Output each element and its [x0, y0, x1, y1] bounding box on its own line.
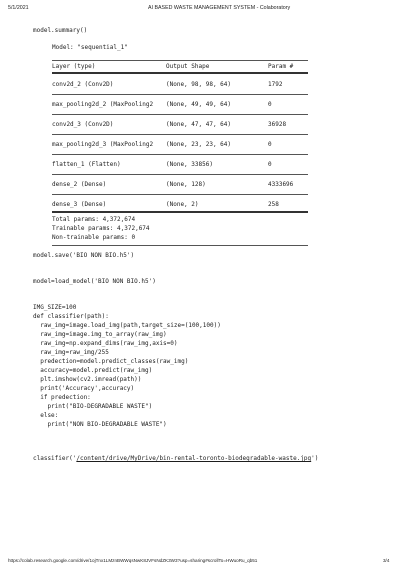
table-row	[52, 79, 308, 90]
col-layer: Layer (type)	[52, 63, 96, 70]
code-line: raw_img=np.expand_dims(raw_img,axis=0)	[33, 340, 178, 347]
layer-shape: (None, 2)	[166, 201, 199, 208]
code-line: print("BIO-DEGRADABLE WASTE")	[33, 403, 153, 410]
classifier-call-code[interactable]	[33, 454, 318, 463]
image-path-link[interactable]: /content/drive/MyDrive/bin-rental-toronto-biodegradable-waste.jpg	[76, 455, 312, 462]
layer-shape: (None, 23, 23, 64)	[166, 141, 232, 148]
col-output-shape: Output Shape	[166, 63, 210, 70]
table-row	[52, 159, 308, 170]
col-params: Param #	[268, 63, 294, 70]
code-line: print("NON BIO-DEGRADABLE WASTE")	[33, 421, 167, 428]
layer-name: dense_3 (Dense)	[52, 201, 107, 208]
trainable-params: Trainable params: 4,372,674	[52, 225, 150, 232]
code-line: print('Accuracy',accuracy)	[33, 385, 135, 392]
layer-params: 1792	[268, 81, 283, 88]
layer-name: flatten_1 (Flatten)	[52, 161, 121, 168]
layer-params: 0	[268, 141, 272, 148]
layer-name: max_pooling2d_2 (MaxPooling2	[52, 101, 154, 108]
call-prefix: classifier('	[33, 455, 77, 462]
page-number: 3/4	[383, 558, 390, 563]
code-line: predection=model.predict_classes(raw_img)	[33, 358, 189, 365]
layer-shape: (None, 33856)	[166, 161, 213, 168]
total-params: Total params: 4,372,674	[52, 216, 136, 223]
code-line: accuracy=model.predict(raw_img)	[33, 367, 153, 374]
call-suffix: ')	[311, 455, 319, 462]
print-date: 5/1/2021	[8, 5, 29, 11]
layer-name: conv2d_3 (Conv2D)	[52, 121, 114, 128]
save-model-code[interactable]: model.save('BIO NON BIO.h5')	[33, 252, 135, 259]
table-row	[52, 179, 308, 190]
table-row	[52, 199, 308, 210]
summary-call-code[interactable]: model.summary()	[33, 27, 88, 34]
code-line: plt.imshow(cv2.imread(path))	[33, 376, 142, 383]
layer-params: 0	[268, 101, 272, 108]
code-line: raw_img=raw_img/255	[33, 349, 109, 356]
layer-params: 36928	[268, 121, 287, 128]
table-row	[52, 139, 308, 150]
table-row	[52, 99, 308, 110]
layer-params: 4333696	[268, 181, 294, 188]
layer-name: dense_2 (Dense)	[52, 181, 107, 188]
layer-params: 258	[268, 201, 279, 208]
code-line: IMG_SIZE=100	[33, 304, 77, 311]
layer-params: 0	[268, 161, 272, 168]
model-summary-output	[52, 43, 308, 246]
print-title: AI BASED WASTE MANAGEMENT SYSTEM - Colaboratory	[148, 5, 291, 11]
summary-header-row	[52, 61, 308, 72]
classifier-code-cell[interactable]	[33, 303, 221, 429]
layer-shape: (None, 98, 98, 64)	[166, 81, 232, 88]
layer-shape: (None, 49, 49, 64)	[166, 101, 232, 108]
layer-name: conv2d_2 (Conv2D)	[52, 81, 114, 88]
load-model-code[interactable]: model=load_model('BIO NON BIO.h5')	[33, 278, 156, 285]
code-line: else:	[33, 412, 59, 419]
layer-shape: (None, 128)	[166, 181, 206, 188]
layer-shape: (None, 47, 47, 64)	[166, 121, 232, 128]
code-line: if predection:	[33, 394, 91, 401]
code-line: raw_img=image.load_img(path,target_size=(100,100))	[33, 322, 221, 329]
print-url: https://colab.research.google.com/drive/1ojTnx1LMznBWWqsNwK8JVFsNdZK3W3?usp=sharing#scrollTo=HWuoRu_qb51	[8, 558, 258, 563]
layer-name: max_pooling2d_3 (MaxPooling2	[52, 141, 154, 148]
code-line: def classifier(path):	[33, 313, 109, 320]
table-row	[52, 119, 308, 130]
non-trainable-params: Non-trainable params: 0	[52, 234, 136, 241]
code-line: raw_img=image.img_to_array(raw_img)	[33, 331, 167, 338]
model-name: Model: "sequential_1"	[52, 44, 128, 51]
